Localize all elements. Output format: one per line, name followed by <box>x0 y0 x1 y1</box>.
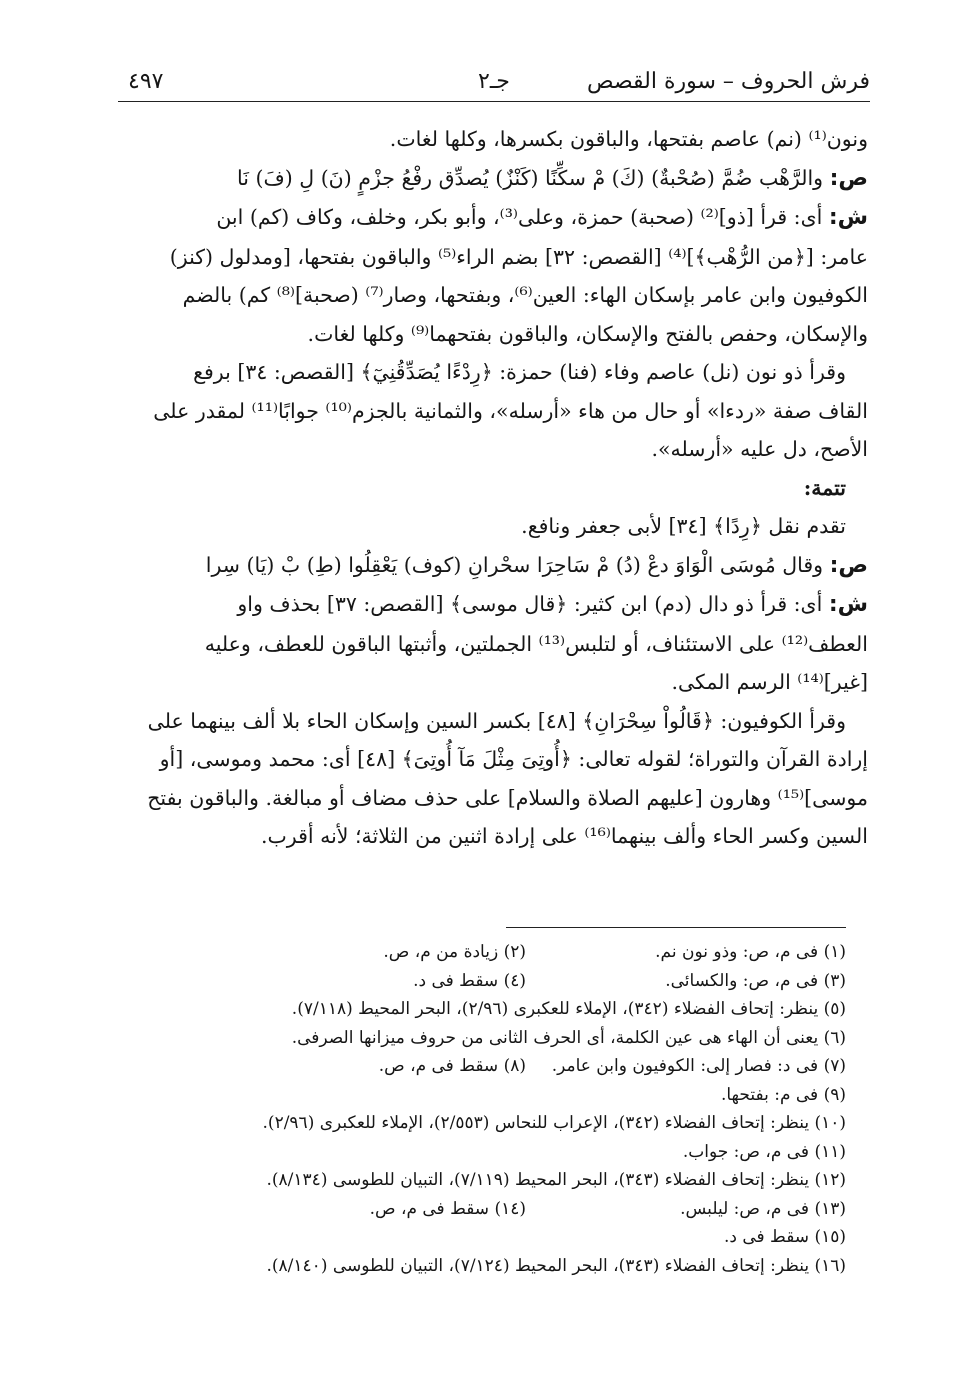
section-heading: تتمة: <box>803 475 846 500</box>
footnote-rule <box>506 927 846 928</box>
footnote: (٦) يعنى أن الهاء هى عين الكلمة، أى الحرف الثانى من حروف ميزانها الصرفى. <box>291 1027 846 1048</box>
footnotes <box>150 938 846 1280</box>
text-line: القاف صفة «ردءا» أو حال من هاء «أرسله»، والثمانية بالجزم⁽¹⁰⁾ جوابًا⁽¹¹⁾ لمقدر على <box>153 398 868 423</box>
verse-text: وقال مُوسَى الْوَاوَ دعْ (دُ) مْ سَاحِرَا سحْرانِ (كوف) يَعْقِلُوا (طِ) بْ (يَا) سِرا <box>205 552 824 577</box>
footnote-row <box>150 967 846 996</box>
text-line: وقرأ الكوفيون: ﴿قَالُواْ سِحْرَانِ﴾ [٤٨] بكسر السين وإسكان الحاء بلا ألف بينهما على <box>147 708 846 733</box>
text-line: عامر: [﴿من الرُّهْب﴾]⁽⁴⁾ [القصص: ٣٢] بضم الراء⁽⁵⁾ والباقون بفتحها، [ومدلول (كنز) <box>169 244 868 269</box>
footnote: (٤) سقط فى د. <box>413 970 526 991</box>
commentary-text: أى: قرأ [ذو]⁽²⁾ (صحبة) حمزة، وعلى⁽³⁾، وأبو بكر، وخلف، وكاف (كم) ابن <box>216 205 823 229</box>
footnote: (١٢) ينظر: إتحاف الفضلاء (٣٤٣)، البحر المحيط (٧/١١٩)، التبيان للطوسى (٨/١٣٤). <box>266 1170 846 1190</box>
footnote: (٧) فى د: فصار إلى: الكوفيون وابن عامر. <box>551 1056 846 1076</box>
commentary-text: أى: قرأ ذو دال (دم) ابن كثير: ﴿قال موسى﴾ [القصص: ٣٧] بحذف واو <box>237 592 823 616</box>
commentary-label: ش: <box>828 205 868 230</box>
header-rule <box>118 101 870 102</box>
text-line: وقرأ ذو نون (نل) عاصم وفاء (فنا) حمزة: ﴿رِدْءًا يُصَدِّقُنِيٓ﴾ [القصص: ٣٤] برفع <box>193 360 846 384</box>
footnote: (٥) ينظر: إتحاف الفضلاء (٣٤٢)، الإملاء للعكبرى (٢/٩٦)، البحر المحيط (٧/١١٨). <box>291 999 846 1019</box>
commentary-line <box>116 198 868 238</box>
footnote: (١٠) ينظر: إتحاف الفضلاء (٣٤٢)، الإعراب للنحاس (٢/٥٥٣)، الإملاء للعكبرى (٢/٩٦). <box>262 1113 846 1133</box>
footnote: (٣) فى م، ص: والكسائى. <box>665 970 846 991</box>
footnote: (١٥) سقط فى د. <box>723 1227 846 1247</box>
volume-label: جـ٢ <box>478 69 510 94</box>
text-line: السين وكسر الحاء وألف بينهما⁽¹⁶⁾ على إرادة اثنين من الثلاثة؛ لأنه أقرب. <box>260 824 868 848</box>
page-number: ٤٩٧ <box>128 69 164 94</box>
verse-text: والرَّهْب ضُمَّ (صُحْبةٌ) (كَ) مْ سكِّنًا (كَنْزٌ) يُصدِّق رفْعُ جزْمٍ (نَ) لِ (فَ) نَا <box>237 165 824 190</box>
verse-label: ص: <box>829 552 868 578</box>
text-line: العطف⁽¹²⁾ على الاستئناف، أو لتلبس⁽¹³⁾ الجملتين، وأثبتها الباقون للعطف، وعليه <box>204 631 868 656</box>
footnote: (١٤) سقط فى م، ص. <box>369 1198 526 1219</box>
text-line: الأصح، دل عليه «أرسله». <box>651 437 868 461</box>
verse-line <box>116 159 868 199</box>
text-line: موسى]⁽¹⁵⁾ وهارون [عليهم الصلاة والسلام] على حذف مضاف أو مبالغة. والباقون بفتح <box>147 785 868 810</box>
text-line: الكوفيون وابن عامر بإسكان الهاء: العين⁽⁶⁾، وبفتحها، وصار⁽⁷⁾ (صحبة]⁽⁸⁾ كم) بالضم <box>182 283 868 307</box>
text-line: [غير]⁽¹⁴⁾ الرسم المكى. <box>671 670 868 694</box>
footnote: (١١) فى م، ص: جواب. <box>682 1141 846 1162</box>
footnote-row <box>150 938 846 967</box>
text-line: إرادة القرآن والتوراة؛ لقوله تعالى: ﴿أُوتِىَ مِثْلَ مَآ أُوتِىَ﴾ [٤٨] أى: محمد وموسى، [أو <box>159 747 868 771</box>
text-line: تقدم نقل ﴿رِدًا﴾ [٣٤] لأبى جعفر ونافع. <box>521 514 846 538</box>
running-title: فرش الحروف – سورة القصص <box>587 69 870 94</box>
footnote: (٨) سقط فى م، ص. <box>378 1056 526 1076</box>
footnote-row <box>150 1052 846 1081</box>
text-line: ونون⁽¹⁾ (نم) عاصم بفتحها، والباقون بكسرها، وكلها لغات. <box>389 127 868 151</box>
page-header <box>118 60 870 102</box>
main-text <box>116 120 868 856</box>
footnote-row <box>150 1195 846 1224</box>
footnote: (٩) فى م: بفتحها. <box>720 1084 846 1105</box>
commentary-line <box>116 585 868 625</box>
footnote: (١٦) ينظر: إتحاف الفضلاء (٣٤٣)، البحر المحيط (٧/١٢٤)، التبيان للطوسى (٨/١٤٠). <box>266 1255 846 1276</box>
verse-label: ص: <box>829 165 868 191</box>
footnote: (١٣) فى م، ص: ليلبس. <box>680 1198 846 1219</box>
verse-line <box>116 546 868 586</box>
text-line: والإسكان، وحفص بالفتح والإسكان، والباقون بفتحهما⁽⁹⁾ وكلها لغات. <box>307 321 868 346</box>
footnote: (٢) زيادة من م، ص. <box>383 942 526 962</box>
commentary-label: ش: <box>828 592 868 617</box>
footnote: (١) فى م، ص: وذو نون نم. <box>655 942 846 962</box>
